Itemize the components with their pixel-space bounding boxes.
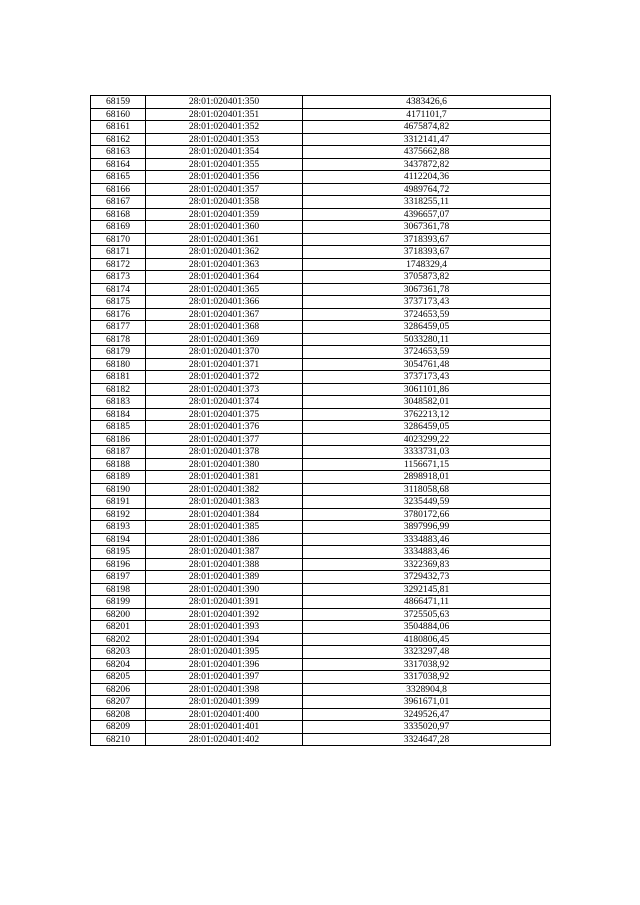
row-number-cell: 68183 bbox=[91, 396, 146, 409]
cadastral-number-cell: 28:01:020401:391 bbox=[146, 596, 303, 609]
value-cell: 4396657,07 bbox=[303, 208, 551, 221]
row-number-cell: 68204 bbox=[91, 658, 146, 671]
table-row bbox=[91, 408, 551, 421]
cadastral-number-cell: 28:01:020401:400 bbox=[146, 708, 303, 721]
value-cell: 4180806,45 bbox=[303, 633, 551, 646]
cadastral-number-cell: 28:01:020401:373 bbox=[146, 383, 303, 396]
cadastral-number-cell: 28:01:020401:392 bbox=[146, 608, 303, 621]
row-number-cell: 68189 bbox=[91, 471, 146, 484]
row-number-cell: 68161 bbox=[91, 121, 146, 134]
table-row bbox=[91, 633, 551, 646]
table-row bbox=[91, 721, 551, 734]
row-number-cell: 68185 bbox=[91, 421, 146, 434]
cadastral-number-cell: 28:01:020401:367 bbox=[146, 308, 303, 321]
value-cell: 3323297,48 bbox=[303, 646, 551, 659]
value-cell: 1748329,4 bbox=[303, 258, 551, 271]
cadastral-number-cell: 28:01:020401:351 bbox=[146, 108, 303, 121]
row-number-cell: 68209 bbox=[91, 721, 146, 734]
row-number-cell: 68194 bbox=[91, 533, 146, 546]
cadastral-number-cell: 28:01:020401:368 bbox=[146, 321, 303, 334]
table-row bbox=[91, 208, 551, 221]
row-number-cell: 68191 bbox=[91, 496, 146, 509]
table-row bbox=[91, 258, 551, 271]
cadastral-number-cell: 28:01:020401:352 bbox=[146, 121, 303, 134]
row-number-cell: 68210 bbox=[91, 733, 146, 746]
row-number-cell: 68177 bbox=[91, 321, 146, 334]
value-cell: 3249526,47 bbox=[303, 708, 551, 721]
row-number-cell: 68190 bbox=[91, 483, 146, 496]
row-number-cell: 68205 bbox=[91, 671, 146, 684]
value-cell: 3897996,99 bbox=[303, 521, 551, 534]
table-row bbox=[91, 171, 551, 184]
value-cell: 4675874,82 bbox=[303, 121, 551, 134]
value-cell: 3317038,92 bbox=[303, 658, 551, 671]
value-cell: 3718393,67 bbox=[303, 233, 551, 246]
row-number-cell: 68174 bbox=[91, 283, 146, 296]
value-cell: 3235449,59 bbox=[303, 496, 551, 509]
value-cell: 3334883,46 bbox=[303, 546, 551, 559]
table-row bbox=[91, 271, 551, 284]
value-cell: 4383426,6 bbox=[303, 96, 551, 109]
cadastral-number-cell: 28:01:020401:397 bbox=[146, 671, 303, 684]
table-row bbox=[91, 483, 551, 496]
cadastral-number-cell: 28:01:020401:364 bbox=[146, 271, 303, 284]
value-cell: 3737173,43 bbox=[303, 371, 551, 384]
cadastral-number-cell: 28:01:020401:354 bbox=[146, 146, 303, 159]
row-number-cell: 68199 bbox=[91, 596, 146, 609]
row-number-cell: 68168 bbox=[91, 208, 146, 221]
value-cell: 4866471,11 bbox=[303, 596, 551, 609]
cadastral-number-cell: 28:01:020401:388 bbox=[146, 558, 303, 571]
value-cell: 3724653,59 bbox=[303, 346, 551, 359]
table-row bbox=[91, 221, 551, 234]
table-row bbox=[91, 646, 551, 659]
row-number-cell: 68192 bbox=[91, 508, 146, 521]
table-row bbox=[91, 621, 551, 634]
cadastral-number-cell: 28:01:020401:356 bbox=[146, 171, 303, 184]
table-row bbox=[91, 508, 551, 521]
row-number-cell: 68163 bbox=[91, 146, 146, 159]
table-row bbox=[91, 608, 551, 621]
table-row bbox=[91, 696, 551, 709]
cadastral-number-cell: 28:01:020401:394 bbox=[146, 633, 303, 646]
table-row bbox=[91, 421, 551, 434]
row-number-cell: 68159 bbox=[91, 96, 146, 109]
cadastral-number-cell: 28:01:020401:359 bbox=[146, 208, 303, 221]
cadastral-number-cell: 28:01:020401:372 bbox=[146, 371, 303, 384]
value-cell: 3724653,59 bbox=[303, 308, 551, 321]
value-cell: 3729432,73 bbox=[303, 571, 551, 584]
value-cell: 3118058,68 bbox=[303, 483, 551, 496]
data-table bbox=[90, 95, 551, 746]
row-number-cell: 68179 bbox=[91, 346, 146, 359]
table-row bbox=[91, 358, 551, 371]
cadastral-number-cell: 28:01:020401:361 bbox=[146, 233, 303, 246]
value-cell: 4989764,72 bbox=[303, 183, 551, 196]
table-row bbox=[91, 396, 551, 409]
row-number-cell: 68186 bbox=[91, 433, 146, 446]
value-cell: 3961671,01 bbox=[303, 696, 551, 709]
value-cell: 3292145,81 bbox=[303, 583, 551, 596]
row-number-cell: 68167 bbox=[91, 196, 146, 209]
value-cell: 3054761,48 bbox=[303, 358, 551, 371]
table-row bbox=[91, 183, 551, 196]
cadastral-number-cell: 28:01:020401:386 bbox=[146, 533, 303, 546]
value-cell: 3780172,66 bbox=[303, 508, 551, 521]
cadastral-number-cell: 28:01:020401:382 bbox=[146, 483, 303, 496]
value-cell: 3286459,05 bbox=[303, 421, 551, 434]
value-cell: 3737173,43 bbox=[303, 296, 551, 309]
cadastral-number-cell: 28:01:020401:366 bbox=[146, 296, 303, 309]
cadastral-number-cell: 28:01:020401:387 bbox=[146, 546, 303, 559]
cadastral-number-cell: 28:01:020401:402 bbox=[146, 733, 303, 746]
row-number-cell: 68187 bbox=[91, 446, 146, 459]
row-number-cell: 68162 bbox=[91, 133, 146, 146]
table-row bbox=[91, 158, 551, 171]
table-row bbox=[91, 283, 551, 296]
cadastral-number-cell: 28:01:020401:381 bbox=[146, 471, 303, 484]
row-number-cell: 68201 bbox=[91, 621, 146, 634]
row-number-cell: 68165 bbox=[91, 171, 146, 184]
row-number-cell: 68184 bbox=[91, 408, 146, 421]
table-row bbox=[91, 708, 551, 721]
row-number-cell: 68166 bbox=[91, 183, 146, 196]
cadastral-number-cell: 28:01:020401:385 bbox=[146, 521, 303, 534]
value-cell: 3705873,82 bbox=[303, 271, 551, 284]
row-number-cell: 68193 bbox=[91, 521, 146, 534]
row-number-cell: 68172 bbox=[91, 258, 146, 271]
value-cell: 3061101,86 bbox=[303, 383, 551, 396]
table-row bbox=[91, 146, 551, 159]
table-row bbox=[91, 233, 551, 246]
table-row bbox=[91, 733, 551, 746]
value-cell: 3067361,78 bbox=[303, 283, 551, 296]
row-number-cell: 68188 bbox=[91, 458, 146, 471]
value-cell: 2898918,01 bbox=[303, 471, 551, 484]
cadastral-number-cell: 28:01:020401:380 bbox=[146, 458, 303, 471]
table-row bbox=[91, 196, 551, 209]
row-number-cell: 68208 bbox=[91, 708, 146, 721]
table-row bbox=[91, 546, 551, 559]
table-row bbox=[91, 533, 551, 546]
table-row bbox=[91, 446, 551, 459]
value-cell: 3762213,12 bbox=[303, 408, 551, 421]
cadastral-number-cell: 28:01:020401:369 bbox=[146, 333, 303, 346]
value-cell: 3317038,92 bbox=[303, 671, 551, 684]
row-number-cell: 68171 bbox=[91, 246, 146, 259]
table-body bbox=[91, 96, 551, 746]
table-row bbox=[91, 671, 551, 684]
value-cell: 4375662,88 bbox=[303, 146, 551, 159]
table-row bbox=[91, 658, 551, 671]
value-cell: 5033280,11 bbox=[303, 333, 551, 346]
table-row bbox=[91, 383, 551, 396]
row-number-cell: 68202 bbox=[91, 633, 146, 646]
cadastral-number-cell: 28:01:020401:393 bbox=[146, 621, 303, 634]
row-number-cell: 68197 bbox=[91, 571, 146, 584]
value-cell: 4023299,22 bbox=[303, 433, 551, 446]
cadastral-number-cell: 28:01:020401:362 bbox=[146, 246, 303, 259]
row-number-cell: 68170 bbox=[91, 233, 146, 246]
table-row bbox=[91, 558, 551, 571]
row-number-cell: 68160 bbox=[91, 108, 146, 121]
row-number-cell: 68196 bbox=[91, 558, 146, 571]
value-cell: 1156671,15 bbox=[303, 458, 551, 471]
cadastral-number-cell: 28:01:020401:374 bbox=[146, 396, 303, 409]
table-row bbox=[91, 121, 551, 134]
row-number-cell: 68206 bbox=[91, 683, 146, 696]
cadastral-number-cell: 28:01:020401:350 bbox=[146, 96, 303, 109]
cadastral-number-cell: 28:01:020401:390 bbox=[146, 583, 303, 596]
value-cell: 3718393,67 bbox=[303, 246, 551, 259]
value-cell: 3335020,97 bbox=[303, 721, 551, 734]
cadastral-number-cell: 28:01:020401:396 bbox=[146, 658, 303, 671]
value-cell: 3067361,78 bbox=[303, 221, 551, 234]
row-number-cell: 68178 bbox=[91, 333, 146, 346]
table-row bbox=[91, 321, 551, 334]
row-number-cell: 68175 bbox=[91, 296, 146, 309]
cadastral-number-cell: 28:01:020401:370 bbox=[146, 346, 303, 359]
table-row bbox=[91, 296, 551, 309]
table-row bbox=[91, 433, 551, 446]
row-number-cell: 68198 bbox=[91, 583, 146, 596]
cadastral-number-cell: 28:01:020401:384 bbox=[146, 508, 303, 521]
table-row bbox=[91, 571, 551, 584]
cadastral-number-cell: 28:01:020401:375 bbox=[146, 408, 303, 421]
cadastral-number-cell: 28:01:020401:377 bbox=[146, 433, 303, 446]
cadastral-number-cell: 28:01:020401:365 bbox=[146, 283, 303, 296]
cadastral-number-cell: 28:01:020401:401 bbox=[146, 721, 303, 734]
row-number-cell: 68173 bbox=[91, 271, 146, 284]
row-number-cell: 68200 bbox=[91, 608, 146, 621]
table-row bbox=[91, 596, 551, 609]
row-number-cell: 68181 bbox=[91, 371, 146, 384]
row-number-cell: 68207 bbox=[91, 696, 146, 709]
cadastral-number-cell: 28:01:020401:363 bbox=[146, 258, 303, 271]
table-row bbox=[91, 308, 551, 321]
cadastral-number-cell: 28:01:020401:353 bbox=[146, 133, 303, 146]
cadastral-number-cell: 28:01:020401:378 bbox=[146, 446, 303, 459]
cadastral-number-cell: 28:01:020401:358 bbox=[146, 196, 303, 209]
value-cell: 3286459,05 bbox=[303, 321, 551, 334]
table-row bbox=[91, 583, 551, 596]
cadastral-number-cell: 28:01:020401:383 bbox=[146, 496, 303, 509]
row-number-cell: 68169 bbox=[91, 221, 146, 234]
table-row bbox=[91, 246, 551, 259]
cadastral-number-cell: 28:01:020401:357 bbox=[146, 183, 303, 196]
cadastral-number-cell: 28:01:020401:360 bbox=[146, 221, 303, 234]
value-cell: 3437872,82 bbox=[303, 158, 551, 171]
cadastral-number-cell: 28:01:020401:399 bbox=[146, 696, 303, 709]
table-row bbox=[91, 496, 551, 509]
value-cell: 3333731,03 bbox=[303, 446, 551, 459]
value-cell: 3504884,06 bbox=[303, 621, 551, 634]
cadastral-number-cell: 28:01:020401:376 bbox=[146, 421, 303, 434]
table-row bbox=[91, 346, 551, 359]
value-cell: 3328904,8 bbox=[303, 683, 551, 696]
value-cell: 3334883,46 bbox=[303, 533, 551, 546]
table-row bbox=[91, 133, 551, 146]
value-cell: 3318255,11 bbox=[303, 196, 551, 209]
table-row bbox=[91, 108, 551, 121]
cadastral-number-cell: 28:01:020401:398 bbox=[146, 683, 303, 696]
row-number-cell: 68164 bbox=[91, 158, 146, 171]
row-number-cell: 68176 bbox=[91, 308, 146, 321]
value-cell: 4171101,7 bbox=[303, 108, 551, 121]
cadastral-number-cell: 28:01:020401:395 bbox=[146, 646, 303, 659]
table-row bbox=[91, 333, 551, 346]
row-number-cell: 68182 bbox=[91, 383, 146, 396]
table-row bbox=[91, 96, 551, 109]
value-cell: 3322369,83 bbox=[303, 558, 551, 571]
table-row bbox=[91, 521, 551, 534]
row-number-cell: 68180 bbox=[91, 358, 146, 371]
table-row bbox=[91, 471, 551, 484]
cadastral-number-cell: 28:01:020401:371 bbox=[146, 358, 303, 371]
row-number-cell: 68195 bbox=[91, 546, 146, 559]
value-cell: 3725505,63 bbox=[303, 608, 551, 621]
cadastral-number-cell: 28:01:020401:355 bbox=[146, 158, 303, 171]
value-cell: 4112204,36 bbox=[303, 171, 551, 184]
value-cell: 3312141,47 bbox=[303, 133, 551, 146]
table-row bbox=[91, 683, 551, 696]
value-cell: 3048582,01 bbox=[303, 396, 551, 409]
value-cell: 3324647,28 bbox=[303, 733, 551, 746]
table-row bbox=[91, 371, 551, 384]
table-row bbox=[91, 458, 551, 471]
cadastral-number-cell: 28:01:020401:389 bbox=[146, 571, 303, 584]
row-number-cell: 68203 bbox=[91, 646, 146, 659]
